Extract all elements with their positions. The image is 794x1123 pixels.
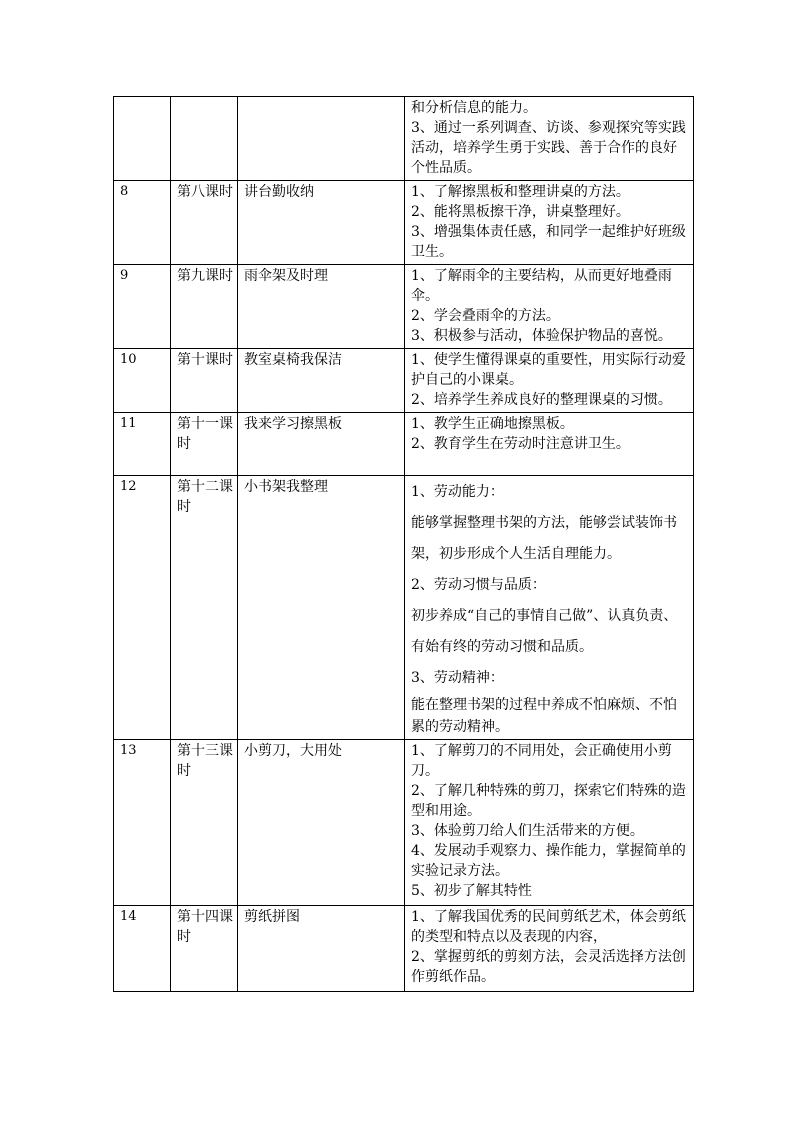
lesson-title-cell: [238, 97, 405, 181]
lesson-goals-cell: [405, 476, 694, 740]
goal-line: 1、了解雨伞的主要结构，从而更好地叠雨伞。: [411, 268, 672, 304]
goal-line: 1、了解剪刀的不同用处，会正确使用小剪刀。: [411, 743, 672, 779]
table-row: [114, 181, 694, 265]
table-row: [114, 740, 694, 906]
lesson-period-cell: 第十二课时: [171, 476, 238, 740]
goal-line: 2、了解几种特殊的剪刀，探索它们特殊的造型和用途。: [411, 783, 686, 819]
table-row: [114, 906, 694, 992]
table-row: [114, 97, 694, 181]
goal-line: 3、通过一系列调查、访谈、参观探究等实践活动，培养学生勇于实践、善于合作的良好个性品质。: [411, 120, 686, 176]
goal-line: 1、了解我国优秀的民间剪纸艺术，体会剪纸的类型和特点以及表现的内容，: [411, 909, 686, 945]
goal-line: 3、增强集体责任感，和同学一起维护好班级卫生。: [411, 224, 686, 260]
goal-line: 1、了解擦黑板和整理讲桌的方法。: [411, 184, 630, 200]
lesson-period-cell: 第十课时: [171, 349, 238, 413]
lesson-title-cell: 小剪刀，大用处: [238, 740, 405, 906]
goal-line: 3、积极参与活动，体验保护物品的喜悦。: [411, 328, 672, 344]
goal-line: 2、劳动习惯与品质：: [411, 577, 546, 593]
lesson-goals-cell: [405, 413, 694, 476]
lesson-goals-cell: [405, 181, 694, 265]
lesson-title-cell: 剪纸拼图: [238, 906, 405, 992]
lesson-title-cell: 教室桌椅我保洁: [238, 349, 405, 413]
lesson-goals-cell: [405, 97, 694, 181]
goal-line: 能够掌握整理书架的方法，能够尝试装饰书架，初步形成个人生活自理能力。: [411, 515, 677, 562]
goal-line: 2、学会叠雨伞的方法。: [411, 308, 560, 324]
lesson-period-cell: 第十三课时: [171, 740, 238, 906]
goal-line: 5、初步了解其特性: [411, 883, 532, 899]
lesson-number-cell: 13: [114, 740, 171, 906]
goal-line: 2、能将黑板擦干净，讲桌整理好。: [411, 204, 630, 220]
lesson-goals-cell: [405, 740, 694, 906]
goal-line: 初步养成“自己的事情自己做”、认真负责、有始有终的劳动习惯和品质。: [411, 608, 678, 655]
table-row: [114, 349, 694, 413]
lesson-title-cell: 小书架我整理: [238, 476, 405, 740]
lesson-title-cell: 讲台勤收纳: [238, 181, 405, 265]
lesson-number-cell: 8: [114, 181, 171, 265]
goal-line: 3、劳动精神：: [411, 670, 504, 686]
lesson-number-cell: 11: [114, 413, 171, 476]
goal-line: 1、劳动能力：: [411, 484, 504, 500]
table-row: [114, 476, 694, 740]
lesson-number-cell: 14: [114, 906, 171, 992]
lesson-goals-cell: [405, 906, 694, 992]
lesson-period-cell: 第八课时: [171, 181, 238, 265]
lesson-period-cell: 第十四课时: [171, 906, 238, 992]
goal-line: 和分析信息的能力。: [411, 100, 537, 116]
goal-line: 1、教学生正确地擦黑板。: [411, 416, 574, 432]
lesson-period-cell: 第十一课时: [171, 413, 238, 476]
goal-line: 1、使学生懂得课桌的重要性，用实际行动爱护自己的小课桌。: [411, 352, 686, 388]
goal-line: 2、培养学生养成良好的整理课桌的习惯。: [411, 392, 672, 408]
lesson-goals-cell: [405, 265, 694, 349]
lesson-title-cell: 我来学习擦黑板: [238, 413, 405, 476]
goal-line: 2、掌握剪纸的剪刻方法，会灵活选择方法创作剪纸作品。: [411, 949, 686, 985]
lesson-number-cell: [114, 97, 171, 181]
lesson-plan-table: [113, 96, 694, 992]
lesson-number-cell: 10: [114, 349, 171, 413]
lesson-period-cell: 第九课时: [171, 265, 238, 349]
lesson-number-cell: 9: [114, 265, 171, 349]
table-row: [114, 413, 694, 476]
lesson-goals-cell: [405, 349, 694, 413]
lesson-number-cell: 12: [114, 476, 171, 740]
table-row: [114, 265, 694, 349]
goal-line: 能在整理书架的过程中养成不怕麻烦、不怕累的劳动精神。: [411, 697, 677, 735]
lesson-title-cell: 雨伞架及时理: [238, 265, 405, 349]
goal-line: 4、发展动手观察力、操作能力，掌握简单的实验记录方法。: [411, 843, 686, 879]
goal-line: 3、体验剪刀给人们生活带来的方便。: [411, 823, 644, 839]
lesson-period-cell: [171, 97, 238, 181]
goal-line: 2、教育学生在劳动时注意讲卫生。: [411, 436, 630, 452]
